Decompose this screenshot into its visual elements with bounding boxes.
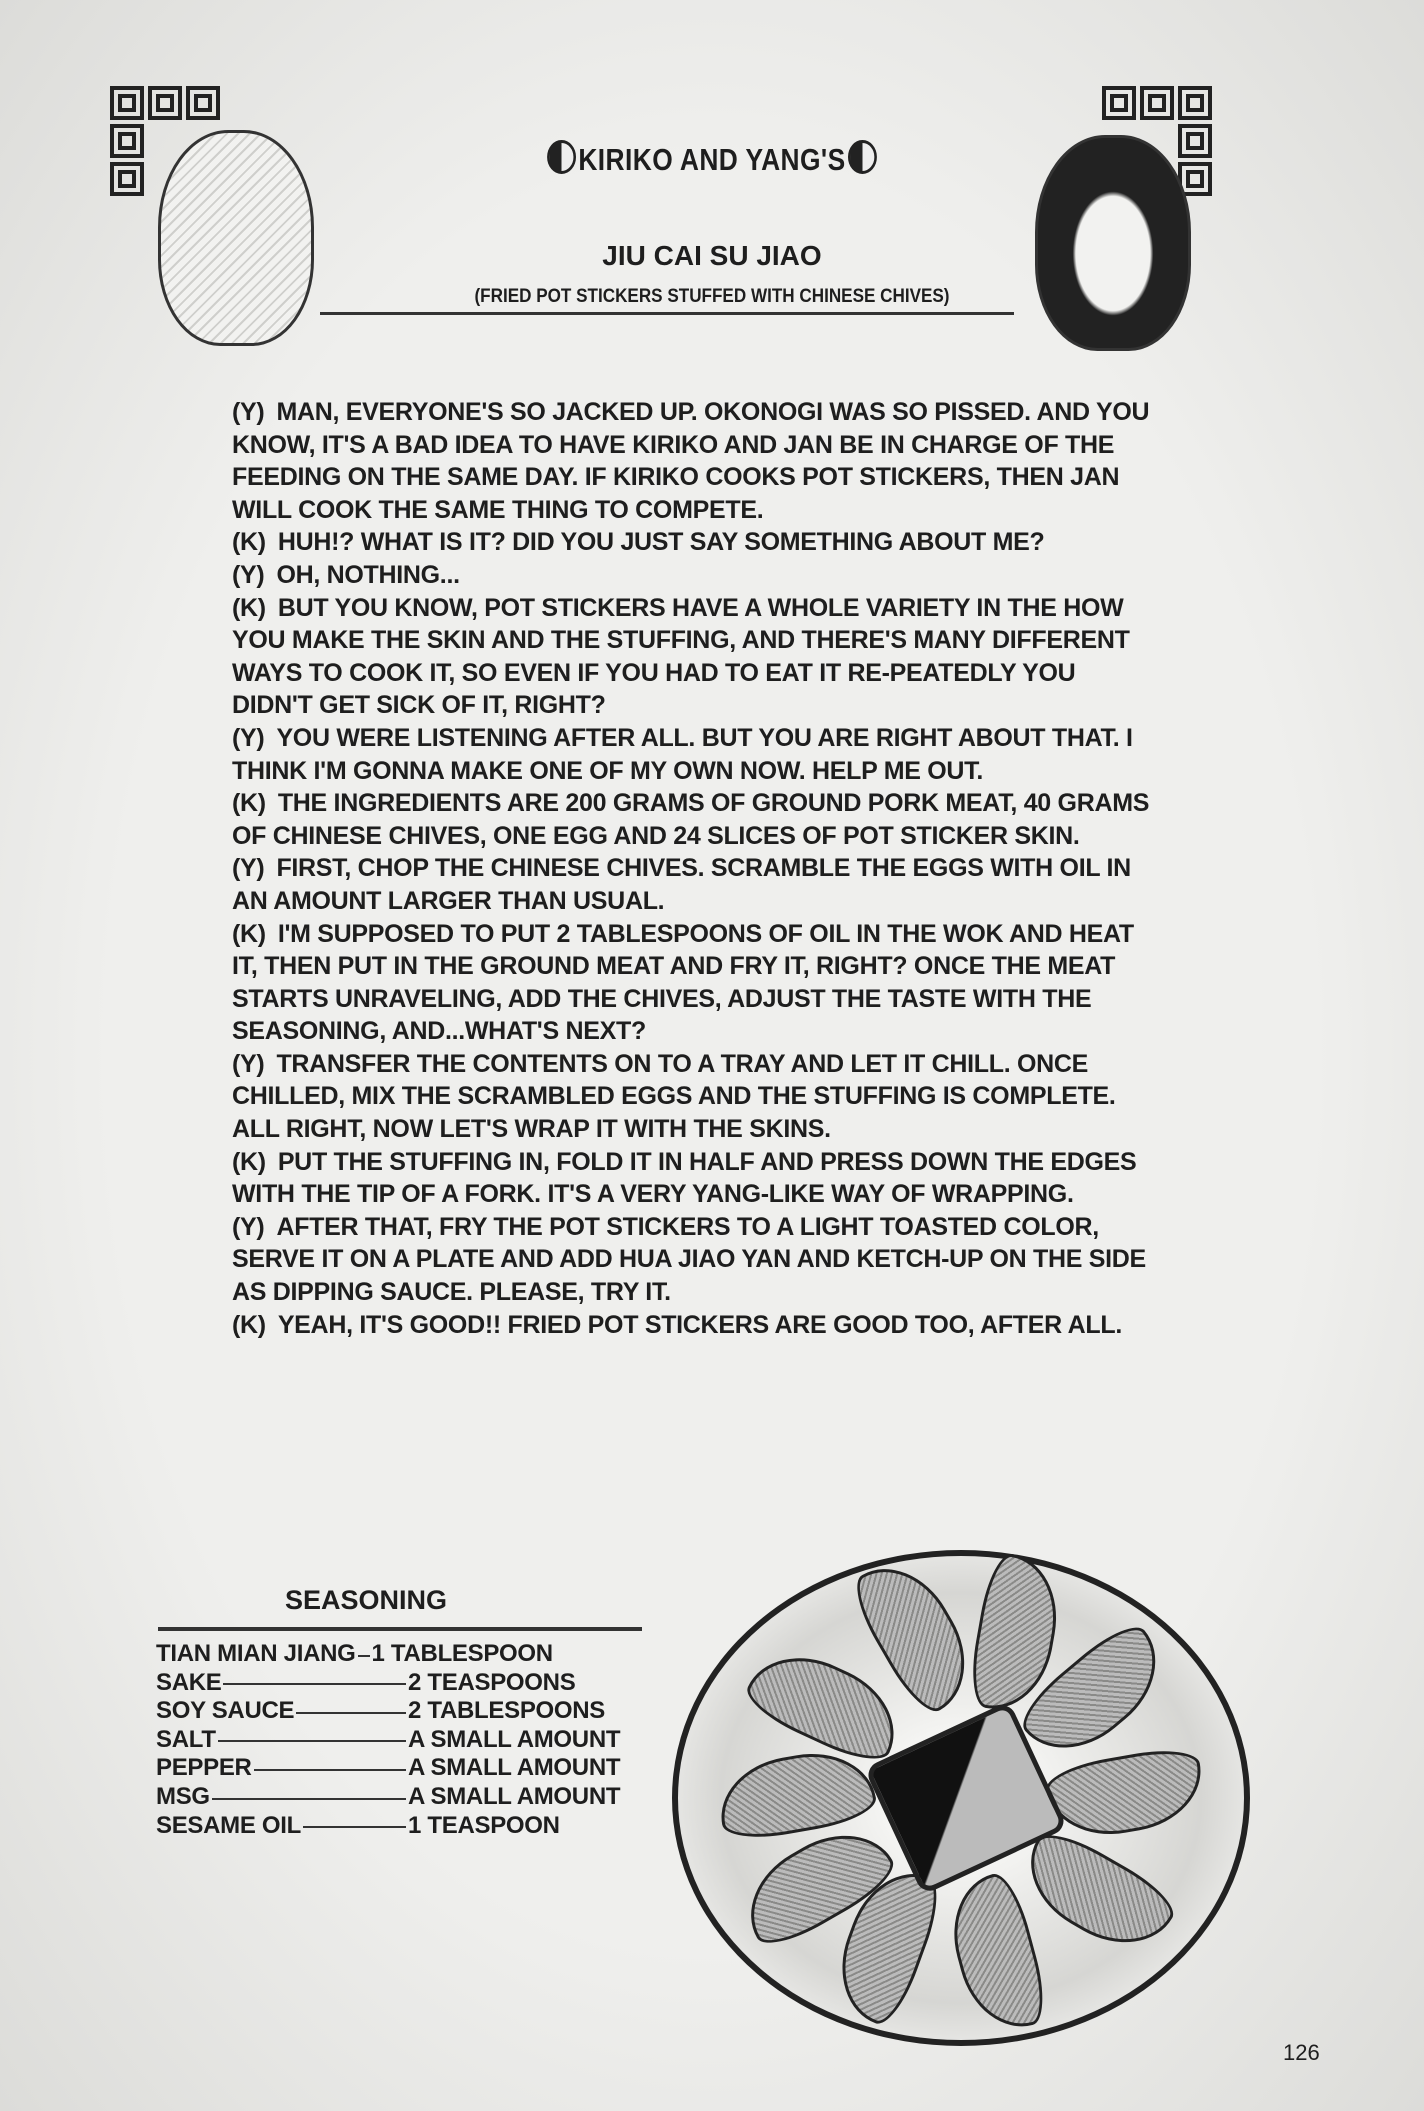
dialogue-text: THE INGREDIENTS ARE 200 GRAMS OF GROUND PORK MEAT, 40 GRAMS OF CHINESE CHIVES, ONE EGG AND 24 SLICES OF POT STICKER SKIN. bbox=[232, 789, 1150, 850]
ingredient-amount: 1 TEASPOON bbox=[408, 1811, 560, 1839]
dialogue-text: YEAH, IT'S GOOD!! FRIED POT STICKERS ARE GOOD TOO, AFTER ALL. bbox=[277, 1310, 1122, 1339]
dialogue-line bbox=[232, 396, 1152, 526]
dialogue-line bbox=[232, 1146, 1152, 1211]
leader-line bbox=[296, 1697, 406, 1714]
dialogue-line bbox=[232, 526, 1152, 559]
dialogue-text: FIRST, CHOP THE CHINESE CHIVES. SCRAMBLE THE EGGS WITH OIL IN AN AMOUNT LARGER THAN USUAL. bbox=[232, 854, 1131, 915]
leader-line bbox=[223, 1669, 406, 1686]
dialogue-text: AFTER THAT, FRY THE POT STICKERS TO A LIGHT TOASTED COLOR, SERVE IT ON A PLATE AND ADD HUA JIAO YAN AND KETCH-UP ON THE SIDE AS DIPPING SAUCE. PLEASE, TRY IT. bbox=[232, 1212, 1146, 1307]
leader-line bbox=[212, 1783, 406, 1800]
page-number: 126 bbox=[1283, 2040, 1320, 2065]
seasoning-title: SEASONING bbox=[285, 1585, 448, 1615]
dialogue-text: I'M SUPPOSED TO PUT 2 TABLESPOONS OF OIL IN THE WOK AND HEAT IT, THEN PUT IN THE GROUND MEAT AND FRY IT, RIGHT? ONCE THE MEAT STARTS UNRAVELING, ADD THE CHIVES, ADJUST THE TASTE WITH THE SEASONING, AND...WHAT'S NEXT? bbox=[232, 919, 1134, 1046]
ingredient-amount: 1 TABLESPOON bbox=[371, 1640, 553, 1667]
speaker-tag: (Y) bbox=[232, 854, 265, 883]
speaker-tag: (Y) bbox=[232, 560, 265, 589]
dialogue-line bbox=[232, 918, 1152, 1048]
ingredient-name: SOY SAUCE bbox=[156, 1697, 295, 1725]
dialogue-line bbox=[232, 559, 1152, 592]
speaker-tag: (K) bbox=[232, 1310, 266, 1339]
header-divider bbox=[320, 312, 1014, 315]
speaker-tag: (K) bbox=[232, 919, 266, 948]
seasoning-item bbox=[156, 1783, 640, 1812]
ingredient-name: SAKE bbox=[156, 1668, 222, 1696]
dialogue-text: PUT THE STUFFING IN, FOLD IT IN HALF AND PRESS DOWN THE EDGES WITH THE TIP OF A FORK. IT'S A VERY YANG-LIKE WAY OF WRAPPING. bbox=[232, 1147, 1137, 1209]
leader-line bbox=[358, 1640, 370, 1657]
ingredient-amount: 2 TABLESPOONS bbox=[408, 1697, 606, 1725]
speaker-tag: (Y) bbox=[232, 398, 265, 426]
ingredient-name: SESAME OIL bbox=[156, 1811, 302, 1839]
seasoning-item bbox=[156, 1726, 640, 1755]
ingredient-amount: 2 TEASPOONS bbox=[408, 1668, 576, 1696]
seasoning-item bbox=[156, 1640, 640, 1669]
speaker-tag: (K) bbox=[232, 528, 266, 557]
dialogue-text: TRANSFER THE CONTENTS ON TO A TRAY AND LET IT CHILL. ONCE CHILLED, MIX THE SCRAMBLED EGGS AND THE STUFFING IS COMPLETE. ALL RIGHT, NOW LET'S WRAP IT WITH THE SKINS. bbox=[232, 1049, 1116, 1144]
dialogue-text: BUT YOU KNOW, POT STICKERS HAVE A WHOLE VARIETY IN THE HOW YOU MAKE THE SKIN AND THE STUFFING, AND THERE'S MANY DIFFERENT WAYS TO COOK IT, SO EVEN IF YOU HAD TO EAT IT RE-PEATEDLY YOU DIDN'T GET SICK OF IT, RIGHT? bbox=[232, 593, 1130, 720]
speaker-tag: (Y) bbox=[232, 1212, 265, 1241]
ingredient-amount: A SMALL AMOUNT bbox=[408, 1782, 621, 1810]
seasoning-item bbox=[156, 1697, 640, 1726]
dialogue-line bbox=[232, 852, 1152, 917]
seasoning-item bbox=[156, 1754, 640, 1783]
yin-yang-icon bbox=[547, 140, 576, 174]
dialogue-text bbox=[232, 396, 1152, 1341]
speaker-tag: (Y) bbox=[232, 723, 265, 752]
seasoning-item bbox=[156, 1812, 640, 1841]
dialogue-text: OH, NOTHING... bbox=[276, 560, 460, 589]
ingredient-name: PEPPER bbox=[156, 1754, 252, 1782]
dialogue-text: YOU WERE LISTENING AFTER ALL. BUT YOU ARE RIGHT ABOUT THAT. I THINK I'M GONNA MAKE ONE OF MY OWN NOW. HELP ME OUT. bbox=[232, 723, 1133, 785]
ingredient-name: TIAN MIAN JIANG bbox=[156, 1640, 356, 1667]
pot-sticker bbox=[1009, 1822, 1182, 1966]
pot-sticker bbox=[1043, 1743, 1210, 1845]
speaker-tag: (Y) bbox=[232, 1049, 265, 1078]
dialogue-line bbox=[232, 722, 1152, 787]
ingredient-name: SALT bbox=[156, 1725, 216, 1753]
dialogue-line bbox=[232, 592, 1152, 722]
ingredient-name: MSG bbox=[156, 1782, 210, 1810]
ingredient-amount: A SMALL AMOUNT bbox=[408, 1754, 621, 1782]
pot-sticker bbox=[713, 1743, 880, 1845]
dialogue-line bbox=[232, 787, 1152, 852]
seasoning-list bbox=[156, 1640, 640, 1840]
emblem-title bbox=[107, 140, 1317, 178]
yin-yang-icon bbox=[848, 140, 877, 174]
leader-line bbox=[218, 1726, 406, 1743]
seasoning-item bbox=[156, 1669, 640, 1698]
leader-line bbox=[254, 1754, 406, 1771]
dialogue-line bbox=[232, 1309, 1152, 1342]
dialogue-line bbox=[232, 1048, 1152, 1146]
speaker-tag: (K) bbox=[232, 593, 266, 622]
leader-line bbox=[303, 1812, 406, 1829]
dialogue-text: HUH!? WHAT IS IT? DID YOU JUST SAY SOMETHING ABOUT ME? bbox=[277, 528, 1045, 557]
recipe-name: JIU CAI SU JIAO bbox=[602, 240, 822, 271]
pot-sticker bbox=[939, 1869, 1053, 2039]
speaker-tag: (K) bbox=[232, 789, 266, 818]
emblem-title-text: KIRIKO AND YANG'S bbox=[578, 142, 846, 177]
pot-stickers-plate-illustration bbox=[672, 1550, 1250, 2046]
dialogue-line bbox=[232, 1211, 1152, 1309]
dialogue-text: MAN, EVERYONE'S SO JACKED UP. OKONOGI WAS SO PISSED. AND YOU KNOW, IT'S A BAD IDEA TO HAVE KIRIKO AND JAN BE IN CHARGE OF THE FEEDING ON THE SAME DAY. IF KIRIKO COOKS POT STICKERS, THEN JAN WILL COOK THE SAME THING TO COMPETE. bbox=[232, 398, 1150, 524]
recipe-subtitle: (FRIED POT STICKERS STUFFED WITH CHINESE CHIVES) bbox=[474, 286, 950, 307]
seasoning-divider bbox=[158, 1627, 642, 1631]
speaker-tag: (K) bbox=[232, 1147, 266, 1176]
ingredient-amount: A SMALL AMOUNT bbox=[408, 1725, 621, 1753]
